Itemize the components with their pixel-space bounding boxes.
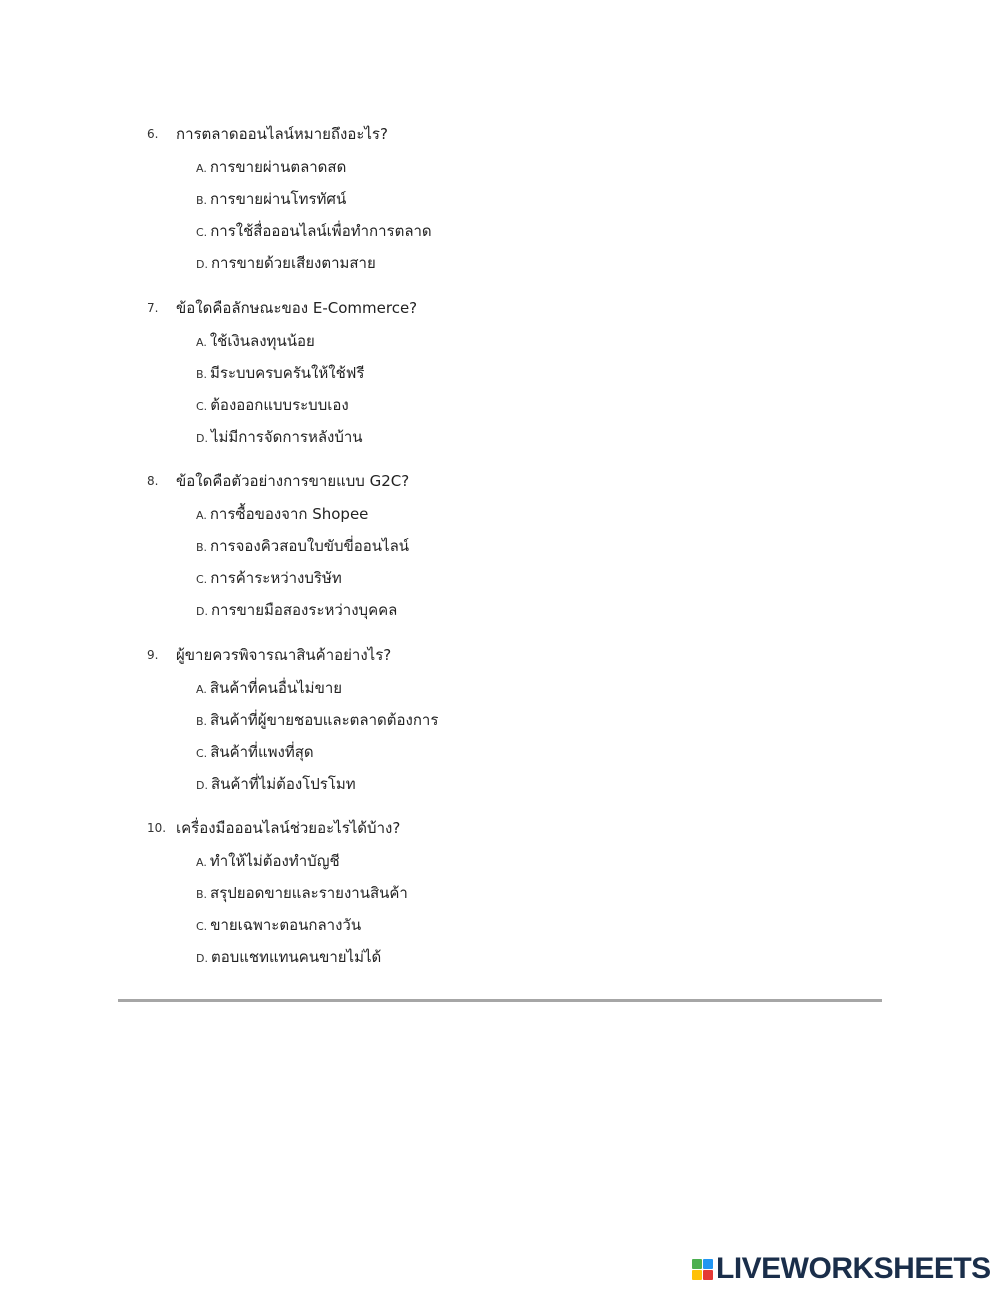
logo-cell xyxy=(692,1259,702,1269)
option-letter: D. xyxy=(196,779,208,792)
option-a[interactable] xyxy=(196,502,368,524)
option-letter: A. xyxy=(196,509,207,522)
question-number: 10. xyxy=(147,821,167,835)
option-c[interactable] xyxy=(196,740,314,762)
option-letter: D. xyxy=(196,952,208,965)
option-letter: A. xyxy=(196,336,207,349)
option-b[interactable] xyxy=(196,534,409,556)
option-text: มีระบบครบครันให้ใช้ฟรี xyxy=(210,364,365,382)
question-text: เครื่องมือออนไลน์ช่วยอะไรได้บ้าง? xyxy=(176,819,401,837)
logo-cell xyxy=(692,1270,702,1280)
option-text: การขายด้วยเสียงตามสาย xyxy=(210,254,376,272)
option-text: การซื้อของจาก Shopee xyxy=(209,505,369,523)
liveworksheets-logo[interactable] xyxy=(692,1252,991,1286)
option-letter: C. xyxy=(196,400,208,413)
option-c[interactable] xyxy=(196,566,342,588)
option-text: การขายมือสองระหว่างบุคคล xyxy=(210,601,398,619)
option-text: ขายเฉพาะตอนกลางวัน xyxy=(210,916,362,934)
option-c[interactable] xyxy=(196,393,349,415)
option-a[interactable] xyxy=(196,676,342,698)
question-number: 8. xyxy=(147,474,159,488)
logo-text: LIVEWORKSHEETS xyxy=(716,1252,991,1285)
option-text: สินค้าที่แพงที่สุด xyxy=(210,743,314,761)
question-number: 7. xyxy=(147,301,159,315)
option-text: สรุปยอดขายและรายงานสินค้า xyxy=(210,884,408,902)
logo-cell xyxy=(703,1259,713,1269)
option-letter: A. xyxy=(196,162,207,175)
option-letter: C. xyxy=(196,573,208,586)
option-letter: B. xyxy=(196,194,208,207)
question-text: การตลาดออนไลน์หมายถึงอะไร? xyxy=(176,125,388,143)
logo-grid-icon xyxy=(692,1259,713,1280)
option-d[interactable] xyxy=(196,425,363,447)
option-letter: C. xyxy=(196,226,208,239)
question-text: ข้อใดคือลักษณะของ E-Commerce? xyxy=(176,299,418,317)
option-a[interactable] xyxy=(196,155,346,177)
option-text: ตอบแชทแทนคนขายไม่ได้ xyxy=(210,948,382,966)
option-a[interactable] xyxy=(196,329,315,351)
option-b[interactable] xyxy=(196,708,438,730)
option-text: สินค้าที่คนอื่นไม่ขาย xyxy=(209,679,343,697)
option-letter: D. xyxy=(196,258,208,271)
question-number: 9. xyxy=(147,648,159,662)
option-d[interactable] xyxy=(196,251,376,273)
option-c[interactable] xyxy=(196,219,432,241)
option-letter: C. xyxy=(196,747,208,760)
option-letter: A. xyxy=(196,683,207,696)
option-d[interactable] xyxy=(196,772,356,794)
option-text: การใช้สื่อออนไลน์เพื่อทำการตลาด xyxy=(210,222,432,240)
option-letter: D. xyxy=(196,432,208,445)
option-letter: C. xyxy=(196,920,208,933)
question-number: 6. xyxy=(147,127,159,141)
option-letter: B. xyxy=(196,715,208,728)
option-text: ใช้เงินลงทุนน้อย xyxy=(209,332,315,350)
option-letter: B. xyxy=(196,368,208,381)
option-text: การขายผ่านตลาดสด xyxy=(209,158,347,176)
option-b[interactable] xyxy=(196,881,408,903)
logo-cell xyxy=(703,1270,713,1280)
option-b[interactable] xyxy=(196,187,346,209)
option-c[interactable] xyxy=(196,913,361,935)
option-letter: A. xyxy=(196,856,207,869)
option-letter: B. xyxy=(196,888,208,901)
option-text: ไม่มีการจัดการหลังบ้าน xyxy=(210,428,363,446)
section-divider xyxy=(118,999,882,1002)
option-text: ต้องออกแบบระบบเอง xyxy=(210,396,349,414)
option-text: สินค้าที่ไม่ต้องโปรโมท xyxy=(210,775,356,793)
option-letter: B. xyxy=(196,541,208,554)
option-letter: D. xyxy=(196,605,208,618)
option-text: การค้าระหว่างบริษัท xyxy=(210,569,342,587)
option-d[interactable] xyxy=(196,945,381,967)
option-text: การขายผ่านโทรทัศน์ xyxy=(210,190,347,208)
option-d[interactable] xyxy=(196,598,397,620)
option-text: ทำให้ไม่ต้องทำบัญชี xyxy=(209,852,340,870)
option-a[interactable] xyxy=(196,849,340,871)
question-text: ข้อใดคือตัวอย่างการขายแบบ G2C? xyxy=(176,472,410,490)
option-text: สินค้าที่ผู้ขายชอบและตลาดต้องการ xyxy=(210,711,439,729)
option-text: การจองคิวสอบใบขับขี่ออนไลน์ xyxy=(210,537,410,555)
question-text: ผู้ขายควรพิจารณาสินค้าอย่างไร? xyxy=(176,646,392,664)
option-b[interactable] xyxy=(196,361,364,383)
